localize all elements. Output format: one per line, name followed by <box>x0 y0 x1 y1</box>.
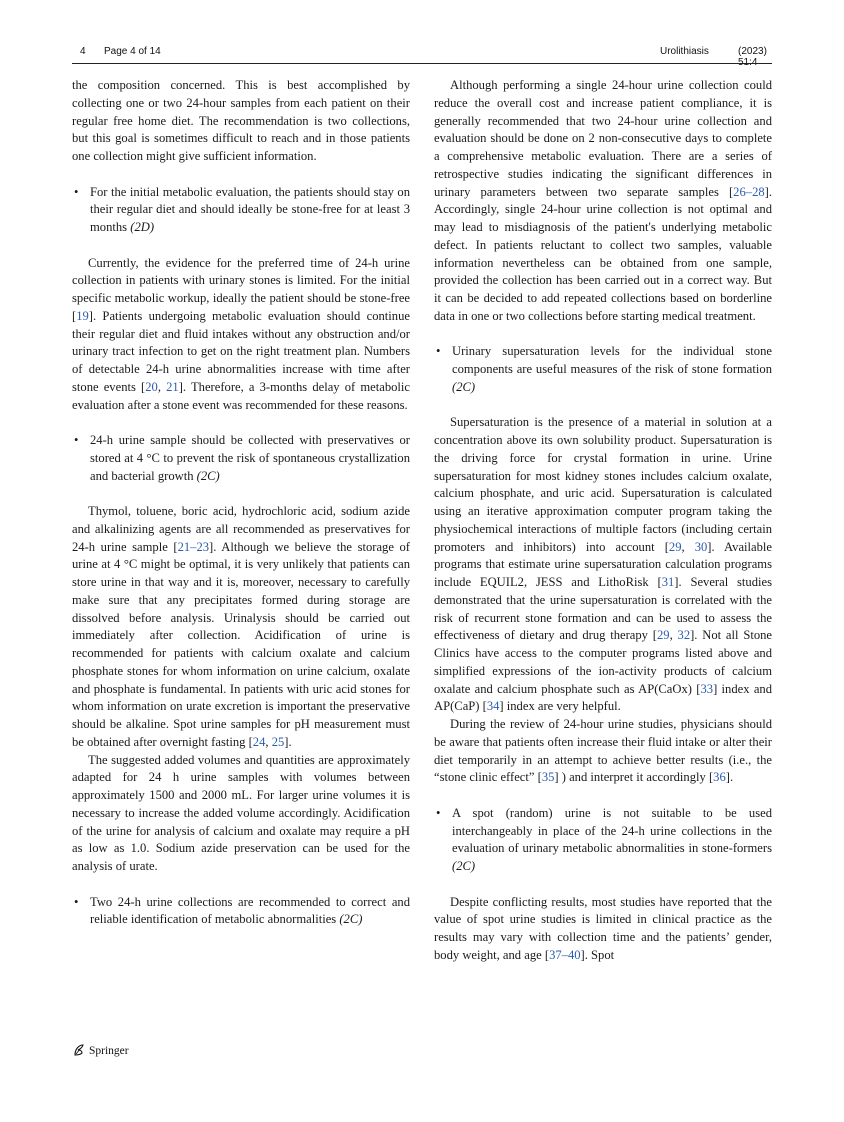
reference-link[interactable]: 19 <box>76 308 89 323</box>
paragraph: Supersaturation is the presence of a material in solution at a concentration above its own solubility product. Supersaturation is the driving force for crystal formation in urine. Urine supersaturation for most kidney stones includes calcium oxalate, calcium phosphate, and uric acid. Supersaturation is calculated using an iterative approximation computer program taking the physiochemical interactions of multiple factors (including certain promoters and inhibitors) into account [29, 30]. Available programs that estimate urine supersaturation calculation programs include EQUIL2, JESS and LithoRisk [31]. Several studies demonstrated that the urine supersaturation is correlated with the risk of recurrent stone formation and can be used to assess the effectiveness of dietary and drug therapy [29, 32]. Not all Stone Clinics have access to the computer programs listed above and simplified expressions of the ion-activity products of calcium oxalate and calcium phosphate such as AP(CaOx) [33] index and AP(CaP) [34] index are very helpful. <box>434 415 773 714</box>
bullet-text: Two 24-h urine collections are recommended to correct and reliable identification of metabolic abnormalities <box>90 894 410 927</box>
evidence-grade: (2C) <box>339 912 363 927</box>
reference-link[interactable]: 29 <box>656 628 670 643</box>
reference-link[interactable]: 24 <box>252 734 266 749</box>
reference-link[interactable]: 29 <box>668 539 682 554</box>
recommendation-bullet <box>72 184 410 237</box>
paragraph: the composition concerned. This is best accomplished by collecting one or two 24-hour samples from each patient on their regular free home diet. The recommendation is two collections, but this goal is sometimes difficult to reach and in those patients one collection might give sufficient information. <box>72 78 410 163</box>
page-footer <box>72 1043 129 1060</box>
recommendation-bullet <box>434 805 772 876</box>
reference-link[interactable]: 25 <box>271 734 285 749</box>
reference-link[interactable]: 26–28 <box>733 184 765 199</box>
bullet-text: 24-h urine sample should be collected with preservatives or stored at 4 °C to prevent the risk of spontaneous crystallization and bacterial growth <box>90 433 410 483</box>
bullet-text: A spot (random) urine is not suitable to be used interchangeably in place of the 24-h urine collections in the evaluation of urinary metabolic abnormalities in stone-formers <box>452 805 772 856</box>
journal-citation: (2023) <box>738 46 767 57</box>
springer-logo-icon <box>72 1043 86 1060</box>
page-number: 4 <box>80 46 86 57</box>
bullet-icon: • <box>436 805 441 820</box>
reference-link[interactable]: 35 <box>541 770 555 785</box>
bullet-text: Urinary supersaturation levels for the individual stone components are useful measures of the risk of stone formation <box>452 344 772 376</box>
reference-link[interactable]: 31 <box>661 575 675 589</box>
bullet-icon: • <box>74 184 79 199</box>
recommendation-bullet <box>72 894 410 930</box>
reference-link[interactable]: 34 <box>486 699 500 714</box>
paragraph: Currently, the evidence for the preferred time of 24-h urine collection in patients with urinary stones is limited. For the initial specific metabolic workup, ideally the patient should be stone-free [19]. Patients undergoing metabolic evaluation should continue their regular diet and fluid intakes without any obstruction and/or urinary tract infection to get on the right treatment plan. Numbers of detectable 24-h urine abnormalities increase with time after stone events [20, 21]. Therefore, a 3-months delay of metabolic evaluation after a stone event was recommended for these reasons. <box>72 255 411 412</box>
reference-link[interactable]: 21 <box>166 379 179 394</box>
paragraph: Despite conflicting results, most studies have reported that the value of spot urine studies is limited in clinical practice as the results may vary with collection time and the patients’ gender, body weight, and age [37–40]. Spot <box>434 894 772 962</box>
reference-link[interactable]: 20 <box>145 379 158 394</box>
bullet-icon: • <box>436 344 441 359</box>
bullet-text: For the initial metabolic evaluation, the patients should stay on their regular diet and should ideally be stone-free for at least 3 months <box>90 184 410 234</box>
bullet-icon: • <box>74 894 79 909</box>
reference-link[interactable]: 37–40 <box>549 947 581 962</box>
reference-link[interactable]: 33 <box>700 681 714 696</box>
paragraph: Thymol, toluene, boric acid, hydrochloric acid, sodium azide and alkalinizing agents are all recommended as preservatives for 24-h urine sample [21–23]. Although we believe the storage of urine at 4 °C might be optimal, it is very unlikely that patients can store urine in that way and it is, moreover, necessary to carefully make sure that any precipitates formed during storage are dissolved before analysis. Urinalysis should be carried out immediately after collection. Acidification of urine is recommended for patients with calcium oxalate and calcium phosphate stones for whom information on urine calcium, oxalate and phosphate is fundamental. In patients with uric acid stones for whom information on urate excretion is important the preservative should be alkaline. Spot urine samples for pH measurement must be obtained after overnight fasting [24, 25]. <box>72 504 411 749</box>
reference-link[interactable]: 36 <box>713 770 726 785</box>
bullet-icon: • <box>74 433 79 447</box>
paragraph: Although performing a single 24-hour urine collection could reduce the overall cost and increase patient compliance, it is generally recommended that two 24-hour urine collection and evaluation should be done on 2 non-consecutive days to complete a comprehensive metabolic evaluation. There are a series of retrospective studies indicating the significant differences in urinary parameters between two separate samples [26–28]. Accordingly, single 24-hour urine collection is not optimal and may lead to misdiagnosis of the patient's underlying metabolic defect. In patients reluctant to collect two samples, valuable information nevertheless can be obtained from one sample, provided the collection has been carried out in a correct way. But it can be decided to add repeated collections based on borderline data in one or two collections before starting medical treatment. <box>434 78 772 323</box>
running-header <box>72 44 772 62</box>
reference-link[interactable]: 21–23 <box>177 539 210 554</box>
left-column <box>72 77 410 929</box>
header-rule <box>72 63 772 64</box>
evidence-grade: (2C) <box>196 468 220 483</box>
recommendation-bullet <box>434 343 772 396</box>
paragraph: During the review of 24-hour urine studies, physicians should be aware that patients often increase their fluid intake or alter their diet temporarily in an attempt to achieve better results (i.e., the “stone clinic effect” [35] ) and interpret it accordingly [36]. <box>434 717 772 785</box>
recommendation-bullet <box>72 432 410 485</box>
right-column <box>434 77 772 965</box>
publisher-name: Springer <box>89 1045 129 1058</box>
reference-link[interactable]: 30 <box>694 539 708 554</box>
journal-name: Urolithiasis <box>660 46 709 57</box>
evidence-grade: (2C) <box>452 859 476 873</box>
evidence-grade: (2C) <box>452 379 476 394</box>
reference-link[interactable]: 32 <box>677 628 691 643</box>
page-of-total: Page 4 of 14 <box>104 46 161 57</box>
evidence-grade: (2D) <box>130 220 155 234</box>
paragraph: The suggested added volumes and quantities are approximately adapted for 24 h urine samples with volumes between approximately 1500 and 2000 mL. For larger urine volumes it is necessary to increase the added volume accordingly. Acidification of the urine for analysis of calcium and oxalate may require a pH as low as 1.0. Sodium azide preservation can be used for the analysis of urate. <box>72 752 410 873</box>
